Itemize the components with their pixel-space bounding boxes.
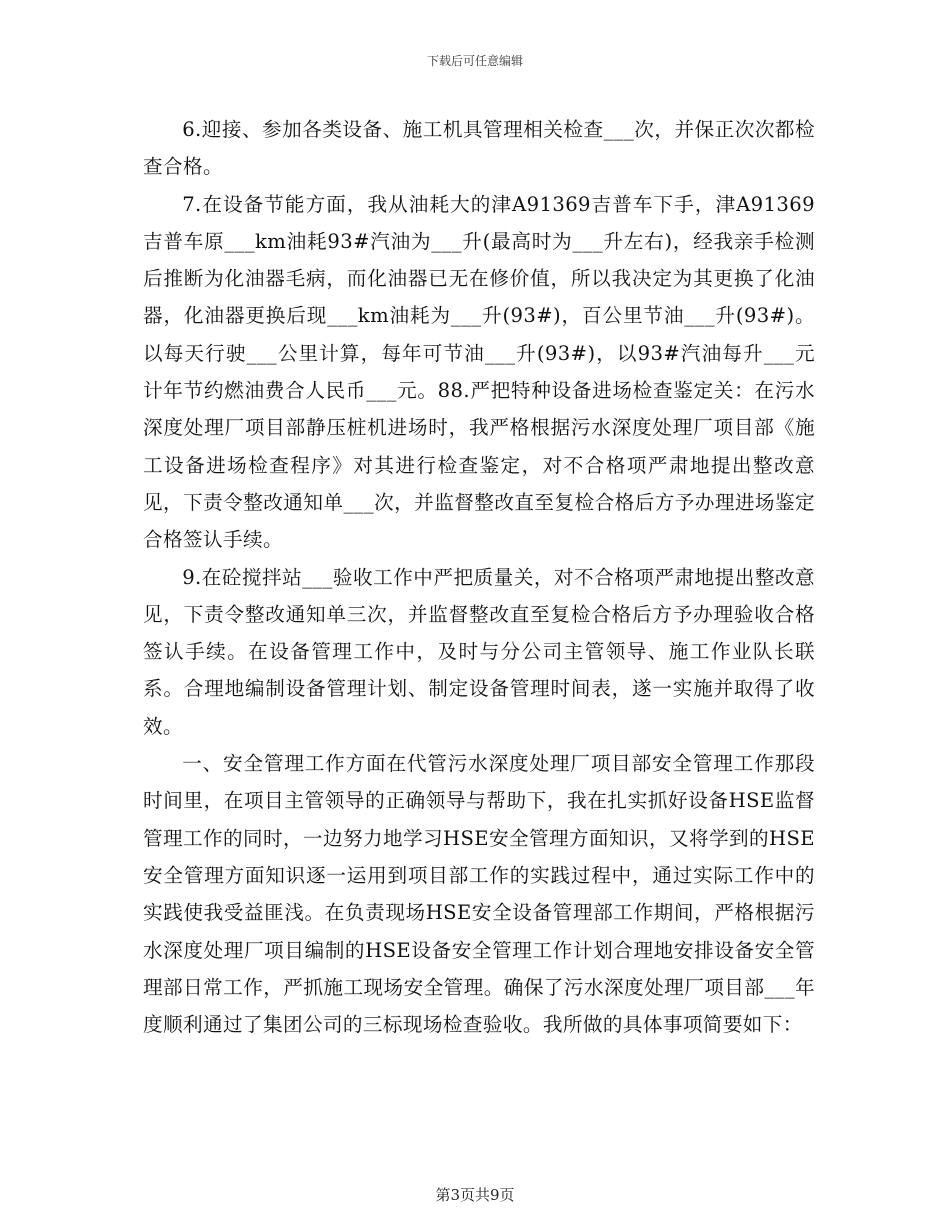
paragraph-item-7-8: 7.在设备节能方面，我从油耗大的津A91369吉普车下手，津A91369吉普车原___km油耗93#汽油为___升(最高时为___升左右)，经我亲手检测后推断为化油器毛病，而化油器已无在修价值，所以我决定为其更换了化油器，化油器更换后现___km油耗为___升(93#)，百公里节油___升(93#)。以每天行驶___公里计算，每年可节油___升(93#)，以93#汽油每升___元计年节约燃油费合人民币___元。88.严把特种设备进场检查鉴定关：在污水深度处理厂项目部静压桩机进场时，我严格根据污水深度处理厂项目部《施工设备进场检查程序》对其进行检查鉴定，对不合格项严肃地提出整改意见，下责令整改通知单___次，并监督整改直至复检合格后方予办理进场鉴定合格签认手续。 bbox=[143, 192, 815, 552]
document-body bbox=[143, 111, 815, 1043]
paragraph-item-6: 6.迎接、参加各类设备、施工机具管理相关检查___次，并保正次次都检查合格。 bbox=[143, 118, 815, 179]
page-header: 下载后可任意编辑 bbox=[426, 54, 523, 68]
page-number: 第3页共9页 bbox=[435, 1186, 515, 1204]
paragraph-item-9: 9.在砼搅拌站___验收工作中严把质量关，对不合格项严肃地提出整改意见，下责令整改通知单三次，并监督整改直至复检合格后方予办理验收合格签认手续。在设备管理工作中，及时与分公司主管领导、施工作业队长联系。合理地编制设备管理计划、制定设备管理时间表，遂一实施并取得了收效。 bbox=[143, 565, 815, 738]
paragraph-safety-management: 一、安全管理工作方面在代管污水深度处理厂项目部安全管理工作那段时间里，在项目主管领导的正确领导与帮助下，我在扎实抓好设备HSE监督管理工作的同时，一边努力地学习HSE安全管理方面知识，又将学到的HSE安全管理方面知识逐一运用到项目部工作的实践过程中，通过实际工作中的实践使我受益匪浅。在负责现场HSE安全设备管理部工作期间，严格根据污水深度处理厂项目编制的HSE设备安全管理工作计划合理地安排设备安全管理部日常工作，严抓施工现场安全管理。确保了污水深度处理厂项目部___年度顺利通过了集团公司的三标现场检查验收。我所做的具体事项简要如下： bbox=[143, 752, 815, 1037]
